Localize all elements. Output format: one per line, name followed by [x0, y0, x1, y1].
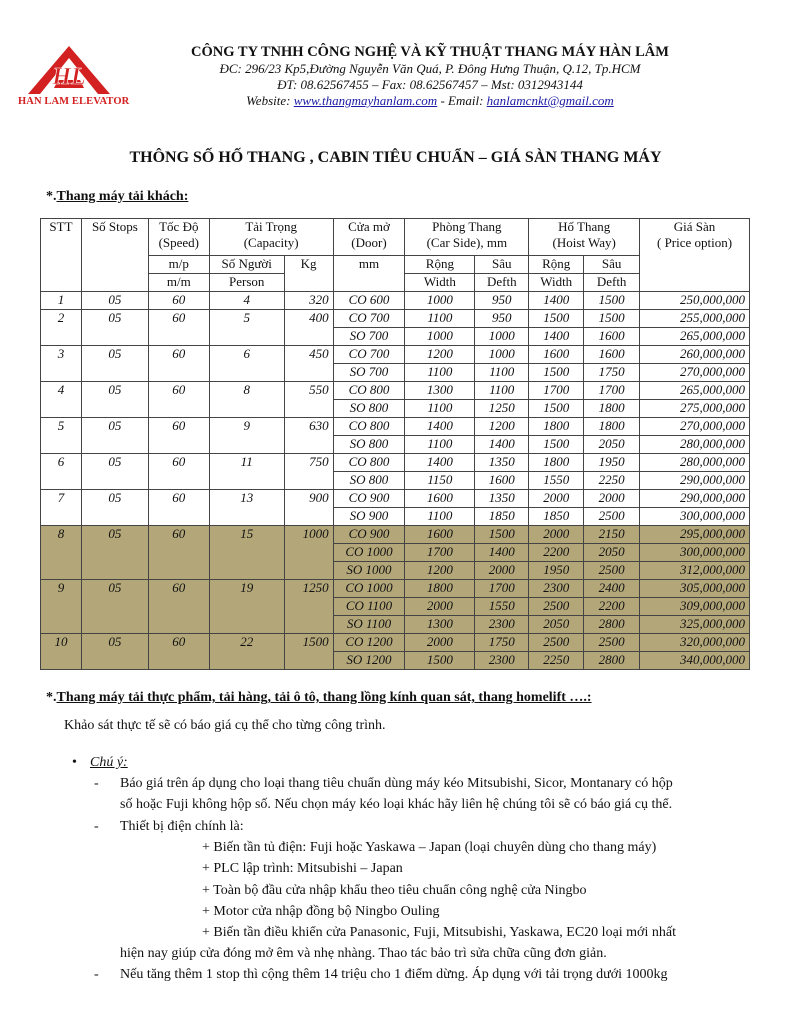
note-item-3: Nếu tăng thêm 1 stop thì cộng thêm 14 triệu cho 1 điểm dừng. Áp dụng với tải trọng dưới 1000kg [120, 967, 668, 982]
cell-hoist-depth: 1700 [584, 382, 640, 400]
cell-door: CO 600 [333, 292, 405, 310]
table-row [41, 382, 750, 400]
cell-kg: 750 [284, 454, 333, 490]
cell-speed: 60 [148, 292, 209, 310]
header-capacity: Tải Trọng (Capacity) [209, 219, 333, 256]
cell-person: 13 [209, 490, 284, 526]
cell-car-width: 1100 [405, 436, 475, 454]
cell-person: 9 [209, 418, 284, 454]
cell-price: 320,000,000 [640, 634, 750, 652]
cell-hoist-width: 2500 [529, 598, 584, 616]
cell-speed: 60 [148, 634, 209, 670]
cell-car-depth: 1400 [475, 544, 529, 562]
cell-hoist-depth: 1500 [584, 310, 640, 328]
cell-door: CO 900 [333, 490, 405, 508]
cell-car-depth: 1200 [475, 418, 529, 436]
table-row [41, 346, 750, 364]
table-row [41, 454, 750, 472]
cell-car-width: 1600 [405, 490, 475, 508]
header-dimension-en: Defth [475, 274, 529, 292]
section2-prefix: *. [46, 690, 57, 705]
cell-person: 15 [209, 526, 284, 580]
header-dimension-en: Width [405, 274, 475, 292]
cell-door: CO 800 [333, 418, 405, 436]
cell-car-depth: 1700 [475, 580, 529, 598]
cell-door: CO 1000 [333, 544, 405, 562]
section-goods-title [46, 690, 592, 706]
note-item-1-line-2: số hoặc Fuji không hộp số. Nếu chọn máy kéo loại khác hãy liên hệ chúng tôi sẽ có báo giá cụ thể. [120, 797, 673, 812]
cell-car-width: 1400 [405, 454, 475, 472]
cell-door: CO 900 [333, 526, 405, 544]
cell-door: SO 1200 [333, 652, 405, 670]
cell-car-depth: 2300 [475, 652, 529, 670]
cell-hoist-depth: 2050 [584, 436, 640, 454]
cell-car-width: 1400 [405, 418, 475, 436]
cell-price: 270,000,000 [640, 364, 750, 382]
cell-hoist-width: 1400 [529, 292, 584, 310]
section-prefix: *. [46, 189, 57, 204]
cell-door: SO 800 [333, 472, 405, 490]
cell-stt: 5 [41, 418, 82, 454]
section-label: Thang máy tải khách: [56, 189, 189, 204]
cell-hoist-width: 2500 [529, 634, 584, 652]
cell-hoist-depth: 1750 [584, 364, 640, 382]
table-row [41, 580, 750, 598]
cell-car-width: 1100 [405, 508, 475, 526]
header-speed: Tốc Độ (Speed) [148, 219, 209, 256]
cell-car-width: 1100 [405, 364, 475, 382]
cell-car-depth: 1750 [475, 634, 529, 652]
cell-car-width: 2000 [405, 598, 475, 616]
cell-car-depth: 1550 [475, 598, 529, 616]
table-row [41, 634, 750, 652]
note-sub-1: + Biến tần tủ điện: Fuji hoặc Yaskawa – Japan (loại chuyên dùng cho thang máy) [202, 840, 657, 855]
cell-stops: 05 [81, 526, 148, 580]
cell-price: 275,000,000 [640, 400, 750, 418]
cell-speed: 60 [148, 526, 209, 580]
cell-hoist-depth: 1600 [584, 328, 640, 346]
cell-price: 300,000,000 [640, 508, 750, 526]
cell-hoist-width: 1400 [529, 328, 584, 346]
cell-car-width: 1700 [405, 544, 475, 562]
table-row [41, 418, 750, 436]
cell-car-depth: 950 [475, 292, 529, 310]
cell-kg: 1250 [284, 580, 333, 634]
cell-hoist-width: 2200 [529, 544, 584, 562]
company-address: ĐC: 296/23 Kp5,Đường Nguyễn Văn Quá, P. Đông Hưng Thuận, Q.12, Tp.HCM [219, 61, 641, 76]
header-stt: STT [41, 219, 82, 292]
table-row [41, 292, 750, 310]
cell-hoist-width: 1500 [529, 364, 584, 382]
elevator-logo-icon [24, 44, 114, 96]
cell-person: 6 [209, 346, 284, 382]
cell-car-depth: 2000 [475, 562, 529, 580]
cell-price: 309,000,000 [640, 598, 750, 616]
header-dimension: Rộng [405, 256, 475, 274]
cell-stt: 7 [41, 490, 82, 526]
cell-door: SO 900 [333, 508, 405, 526]
cell-hoist-width: 2050 [529, 616, 584, 634]
header-door-unit: mm [333, 256, 405, 292]
cell-hoist-depth: 1800 [584, 418, 640, 436]
cell-speed: 60 [148, 580, 209, 634]
note-item-1-line-1: Báo giá trên áp dụng cho loại thang tiêu chuẩn dùng máy kéo Mitsubishi, Sicor, Montanary có hộp [120, 776, 673, 791]
cell-car-depth: 1000 [475, 346, 529, 364]
cell-speed: 60 [148, 346, 209, 382]
cell-stops: 05 [81, 418, 148, 454]
cell-kg: 320 [284, 292, 333, 310]
cell-hoist-depth: 2150 [584, 526, 640, 544]
dash-3: - [94, 967, 99, 982]
header-dimension-en: Width [529, 274, 584, 292]
cell-hoist-depth: 1800 [584, 400, 640, 418]
email-link[interactable]: hanlamcnkt@gmail.com [486, 93, 614, 108]
company-name: CÔNG TY TNHH CÔNG NGHỆ VÀ KỸ THUẬT THANG MÁY HÀN LÂM [191, 44, 669, 60]
cell-car-depth: 1000 [475, 328, 529, 346]
cell-person: 11 [209, 454, 284, 490]
cell-stt: 3 [41, 346, 82, 382]
cell-kg: 400 [284, 310, 333, 346]
table-body [41, 219, 750, 670]
cell-hoist-depth: 2400 [584, 580, 640, 598]
cell-kg: 900 [284, 490, 333, 526]
cell-car-depth: 1500 [475, 526, 529, 544]
cell-kg: 450 [284, 346, 333, 382]
cell-price: 325,000,000 [640, 616, 750, 634]
cell-door: SO 800 [333, 400, 405, 418]
cell-stops: 05 [81, 310, 148, 346]
cell-hoist-width: 2300 [529, 580, 584, 598]
cell-car-width: 1800 [405, 580, 475, 598]
cell-door: CO 800 [333, 454, 405, 472]
cell-hoist-depth: 1950 [584, 454, 640, 472]
table-header-row [41, 219, 750, 256]
cell-car-depth: 1600 [475, 472, 529, 490]
cell-person: 5 [209, 310, 284, 346]
header-kg: Kg [284, 256, 333, 292]
cell-car-width: 1300 [405, 616, 475, 634]
cell-car-width: 1000 [405, 292, 475, 310]
header-dimension-en: Defth [584, 274, 640, 292]
company-web-email [120, 93, 740, 109]
header-hoist-way: Hố Thang (Hoist Way) [529, 219, 640, 256]
cell-price: 265,000,000 [640, 328, 750, 346]
cell-hoist-width: 1500 [529, 310, 584, 328]
cell-price: 280,000,000 [640, 436, 750, 454]
cell-hoist-width: 1550 [529, 472, 584, 490]
cell-kg: 1500 [284, 634, 333, 670]
cell-hoist-depth: 2500 [584, 634, 640, 652]
cell-car-width: 1500 [405, 652, 475, 670]
cell-price: 295,000,000 [640, 526, 750, 544]
table-row [41, 310, 750, 328]
header-car-side: Phòng Thang (Car Side), mm [405, 219, 529, 256]
cell-door: CO 1200 [333, 634, 405, 652]
cell-hoist-width: 1800 [529, 418, 584, 436]
website-link[interactable]: www.thangmayhanlam.com [293, 93, 438, 108]
cell-kg: 1000 [284, 526, 333, 580]
cell-door: SO 700 [333, 364, 405, 382]
notes-title: Chú ý: [90, 755, 128, 770]
cell-stt: 8 [41, 526, 82, 580]
dash-2: - [94, 819, 99, 834]
cell-stops: 05 [81, 580, 148, 634]
cell-person: 19 [209, 580, 284, 634]
logo-letters: HL [52, 64, 86, 90]
cell-hoist-depth: 2050 [584, 544, 640, 562]
note-sub-5: + Biến tần điều khiển cửa Panasonic, Fuji, Mitsubishi, Yaskawa, EC20 loại mới nhất [202, 925, 676, 940]
cell-door: SO 1000 [333, 562, 405, 580]
cell-car-depth: 1400 [475, 436, 529, 454]
cell-door: CO 1100 [333, 598, 405, 616]
table-row [41, 526, 750, 544]
cell-stops: 05 [81, 292, 148, 310]
cell-stt: 6 [41, 454, 82, 490]
cell-price: 290,000,000 [640, 490, 750, 508]
cell-price: 312,000,000 [640, 562, 750, 580]
cell-car-depth: 1350 [475, 454, 529, 472]
cell-door: SO 800 [333, 436, 405, 454]
cell-speed: 60 [148, 382, 209, 418]
cell-kg: 550 [284, 382, 333, 418]
header-dimension: Rộng [529, 256, 584, 274]
cell-hoist-width: 1700 [529, 382, 584, 400]
cell-person: 8 [209, 382, 284, 418]
cell-price: 250,000,000 [640, 292, 750, 310]
cell-stops: 05 [81, 346, 148, 382]
company-info [120, 44, 740, 109]
header-dimension: Sâu [584, 256, 640, 274]
letterhead [0, 0, 791, 120]
note-item-2: Thiết bị điện chính là: [120, 819, 244, 834]
header-dimension: Sâu [475, 256, 529, 274]
header-persons: Số Người [209, 256, 284, 274]
company-phones: ĐT: 08.62567455 – Fax: 08.62567457 – Mst: 0312943144 [277, 77, 583, 92]
cell-price: 260,000,000 [640, 346, 750, 364]
cell-stt: 10 [41, 634, 82, 670]
cell-car-width: 1600 [405, 526, 475, 544]
cell-stt: 2 [41, 310, 82, 346]
spec-price-table [40, 218, 750, 670]
cell-car-depth: 1100 [475, 364, 529, 382]
cell-hoist-depth: 2250 [584, 472, 640, 490]
cell-speed: 60 [148, 418, 209, 454]
cell-hoist-width: 1600 [529, 346, 584, 364]
cell-hoist-width: 1800 [529, 454, 584, 472]
cell-stt: 1 [41, 292, 82, 310]
cell-stops: 05 [81, 382, 148, 418]
table-row [41, 490, 750, 508]
dash-1: - [94, 776, 99, 791]
cell-hoist-width: 1850 [529, 508, 584, 526]
cell-car-depth: 1250 [475, 400, 529, 418]
cell-stt: 4 [41, 382, 82, 418]
cell-hoist-depth: 2500 [584, 562, 640, 580]
cell-door: CO 800 [333, 382, 405, 400]
header-price: Giá Sàn ( Price option) [640, 219, 750, 292]
cell-hoist-depth: 2800 [584, 652, 640, 670]
cell-stops: 05 [81, 634, 148, 670]
section-passenger-title [46, 189, 188, 205]
note-sub-5-cont: hiện nay giúp cửa đóng mở êm và nhẹ nhàng. Thao tác bảo trì sửa chữa cũng đơn giản. [120, 946, 607, 961]
cell-hoist-depth: 2200 [584, 598, 640, 616]
svg-text:↓↑: ↓↑ [62, 51, 70, 60]
cell-door: SO 1100 [333, 616, 405, 634]
note-sub-3: + Toàn bộ đầu cửa nhập khẩu theo tiêu chuẩn công nghệ cửa Ningbo [202, 883, 587, 898]
cell-price: 300,000,000 [640, 544, 750, 562]
bullet-icon: • [72, 755, 77, 770]
cell-door: SO 700 [333, 328, 405, 346]
cell-door: CO 700 [333, 346, 405, 364]
note-sub-2: + PLC lập trình: Mitsubishi – Japan [202, 861, 403, 876]
cell-price: 265,000,000 [640, 382, 750, 400]
cell-price: 280,000,000 [640, 454, 750, 472]
cell-car-width: 1100 [405, 310, 475, 328]
cell-price: 340,000,000 [640, 652, 750, 670]
cell-car-width: 2000 [405, 634, 475, 652]
logo-text: HAN LAM ELEVATOR [18, 96, 130, 107]
cell-stops: 05 [81, 490, 148, 526]
header-unit-speed-2: m/m [148, 274, 209, 292]
cell-car-width: 1300 [405, 382, 475, 400]
cell-hoist-width: 1500 [529, 400, 584, 418]
cell-hoist-width: 2000 [529, 490, 584, 508]
note-sub-4: + Motor cửa nhập đồng bộ Ningbo Ouling [202, 904, 440, 919]
cell-person: 4 [209, 292, 284, 310]
cell-hoist-depth: 2800 [584, 616, 640, 634]
cell-price: 290,000,000 [640, 472, 750, 490]
cell-car-width: 1100 [405, 400, 475, 418]
header-door: Cửa mở (Door) [333, 219, 405, 256]
cell-hoist-depth: 2500 [584, 508, 640, 526]
cell-hoist-depth: 2000 [584, 490, 640, 508]
cell-hoist-width: 2000 [529, 526, 584, 544]
cell-hoist-width: 1500 [529, 436, 584, 454]
cell-person: 22 [209, 634, 284, 670]
cell-car-width: 1000 [405, 328, 475, 346]
website-label: Website: [246, 93, 294, 108]
cell-speed: 60 [148, 310, 209, 346]
cell-stt: 9 [41, 580, 82, 634]
company-logo [18, 44, 130, 112]
cell-car-width: 1200 [405, 562, 475, 580]
cell-speed: 60 [148, 454, 209, 490]
email-label: - Email: [437, 93, 487, 108]
cell-door: CO 700 [333, 310, 405, 328]
cell-car-depth: 1850 [475, 508, 529, 526]
cell-car-width: 1150 [405, 472, 475, 490]
cell-price: 305,000,000 [640, 580, 750, 598]
cell-car-width: 1200 [405, 346, 475, 364]
header-stops: Số Stops [81, 219, 148, 292]
document-title: THÔNG SỐ HỐ THANG , CABIN TIÊU CHUẨN – GIÁ SÀN THANG MÁY [129, 149, 662, 166]
cell-speed: 60 [148, 490, 209, 526]
header-person-en: Person [209, 274, 284, 292]
cell-price: 270,000,000 [640, 418, 750, 436]
cell-car-depth: 1350 [475, 490, 529, 508]
survey-note: Khảo sát thực tế sẽ có báo giá cụ thể cho từng công trình. [64, 718, 386, 733]
header-unit-speed: m/p [148, 256, 209, 274]
cell-hoist-width: 1950 [529, 562, 584, 580]
cell-car-depth: 950 [475, 310, 529, 328]
cell-door: CO 1000 [333, 580, 405, 598]
cell-car-depth: 1100 [475, 382, 529, 400]
cell-price: 255,000,000 [640, 310, 750, 328]
cell-hoist-depth: 1500 [584, 292, 640, 310]
cell-kg: 630 [284, 418, 333, 454]
cell-hoist-width: 2250 [529, 652, 584, 670]
cell-car-depth: 2300 [475, 616, 529, 634]
cell-stops: 05 [81, 454, 148, 490]
section2-label: Thang máy tải thực phẩm, tải hàng, tải ô tô, thang lồng kính quan sát, thang homelift ….: [56, 690, 592, 705]
cell-hoist-depth: 1600 [584, 346, 640, 364]
